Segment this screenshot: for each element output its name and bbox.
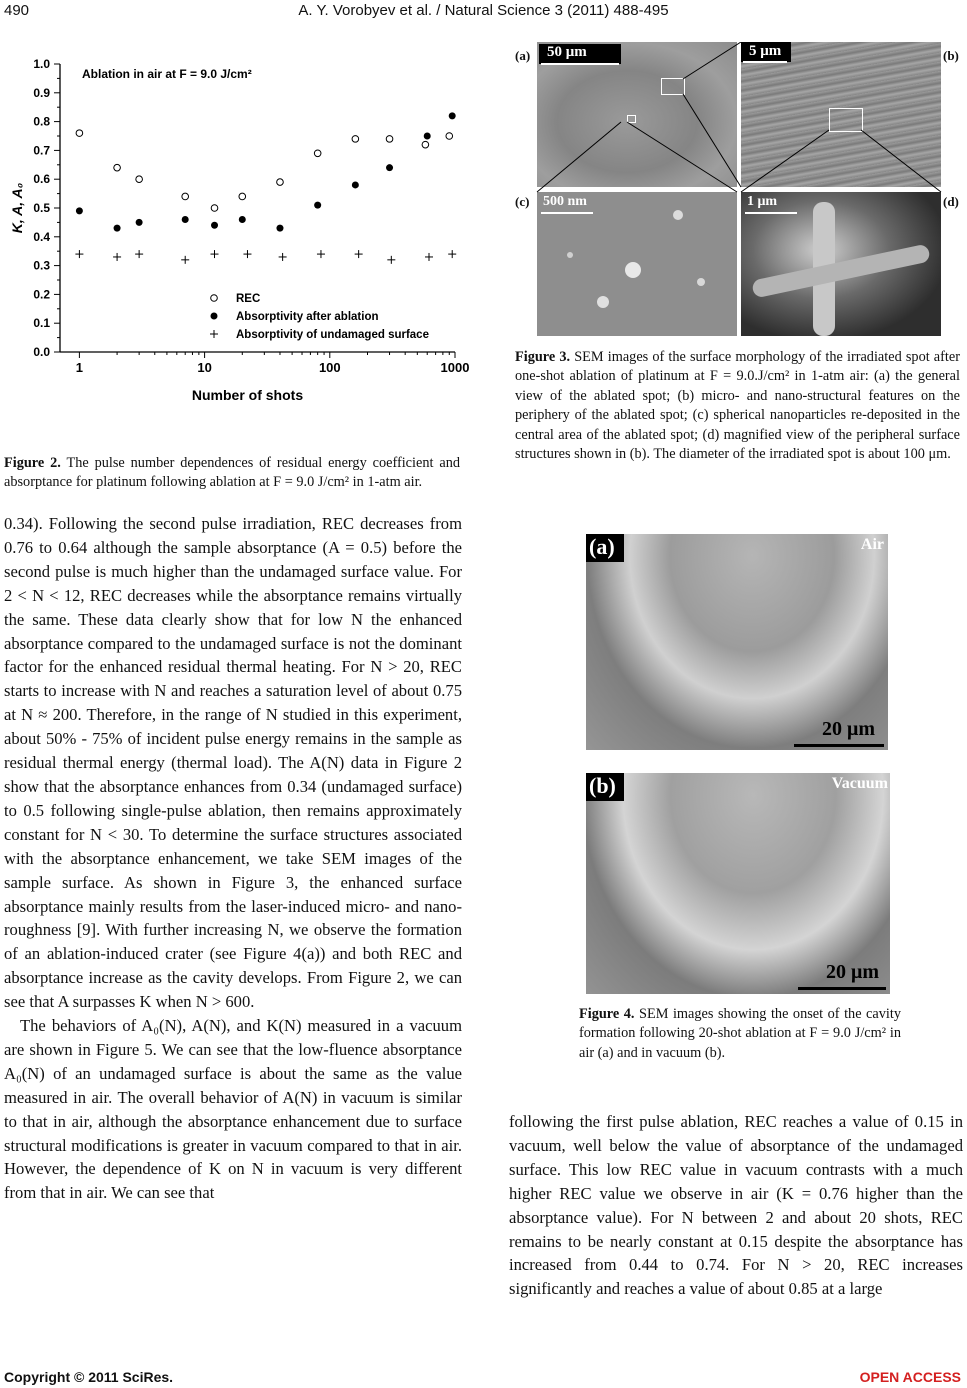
data-point-series-0	[239, 193, 246, 200]
data-point-series-1	[211, 222, 218, 229]
y-tick-label: 0.5	[33, 201, 50, 215]
figure-4-label: Figure 4.	[579, 1006, 635, 1022]
footer-open-access: OPEN ACCESS	[859, 1369, 961, 1385]
running-title: A. Y. Vorobyev et al. / Natural Science 3 (2011) 488-495	[298, 2, 669, 19]
left-column-text	[4, 512, 462, 1205]
data-point-series-0	[76, 130, 83, 137]
y-tick-label: 1.0	[33, 57, 50, 71]
footer-copyright: Copyright © 2011 SciRes.	[4, 1369, 174, 1385]
fig4b-scale: 20 μm	[826, 961, 879, 983]
x-tick-label: 10	[197, 360, 212, 375]
chart-annotation: Ablation in air at F = 9.0 J/cm²	[82, 67, 252, 81]
right-paragraph-1: following the first pulse ablation, REC reaches a value of 0.15 in vacuum, well below the value of absorptance of the undamaged surface. This low REC value in vacuum contrasts with a much higher REC value we observe in air (K = 0.76 higher than the absorptance value). For N between 2 and about 20 shots, REC remains to be nearly constant at 0.15 despite the absorptance has increased from 0.44 to 0.74. For N > 20, REC increases significantly and reaches a value of about 0.85 at a large	[509, 1112, 963, 1299]
data-point-series-0	[446, 133, 453, 140]
scale-bar-c: 500 nm	[543, 194, 587, 209]
figure-3-caption-text: SEM images of the surface morphology of the irradiated spot after one-shot ablation of platinum at F = 9.0.J/cm² in 1-atm air: (a) the general view of the ablated spot; (b) micro- and nano-structural features on the periphery of the ablated spot; (c) spherical nanoparticles re-deposited in the central area of the ablated spot; (d) magnified view of the peripheral surface structures shown in (b). The diameter of the irradiated spot is about 100 μm.	[515, 349, 960, 463]
fig3-label-d: (d)	[943, 194, 959, 209]
data-point-series-0	[136, 176, 143, 183]
x-axis-label: Number of shots	[191, 387, 304, 403]
data-point-series-0	[422, 141, 429, 148]
legend-marker-0	[211, 295, 218, 302]
data-point-series-0	[211, 205, 218, 212]
fig3-label-a: (a)	[515, 48, 531, 63]
data-point-series-1	[314, 202, 321, 209]
data-point-series-0	[114, 164, 121, 171]
figure-2-caption-text: The pulse number dependences of residual energy coefficient and absorptance for platinum following ablation at F = 9.0 J/cm² in 1-atm air.	[4, 455, 460, 491]
data-point-series-0	[314, 150, 321, 157]
fig3-label-b: (b)	[943, 48, 959, 63]
y-tick-label: 0.6	[33, 172, 50, 187]
data-point-series-1	[76, 207, 83, 214]
data-point-series-1	[386, 164, 393, 171]
figure-3-caption	[515, 348, 960, 464]
figure-2-label: Figure 2.	[4, 455, 61, 471]
scale-bar-a: 50 μm	[547, 44, 587, 60]
data-point-series-0	[182, 193, 189, 200]
data-point-series-1	[449, 112, 456, 119]
y-tick-label: 0.4	[33, 229, 50, 244]
y-tick-label: 0.3	[33, 258, 50, 273]
y-axis-label: K, A, A₀	[9, 182, 25, 234]
fig4a-scale: 20 μm	[822, 718, 875, 740]
fig4a-env: Air	[860, 536, 884, 553]
data-point-series-1	[136, 219, 143, 226]
right-column-text	[509, 1110, 963, 1301]
data-point-series-1	[276, 225, 283, 232]
fig4b-label: (b)	[589, 773, 616, 798]
running-header	[0, 2, 967, 24]
figure-4-caption-text: SEM images showing the onset of the cavity formation following 20-shot ablation at F = 9.0 J/cm² in air (a) and in vacuum (b).	[579, 1006, 901, 1061]
y-tick-label: 0.0	[33, 345, 50, 359]
left-paragraph-1: 0.34). Following the second pulse irradiation, REC decreases from 0.76 to 0.64 although the sample absorptance (A = 0.5) before the second pulse is much higher than the undamaged surface value. For 2 < N < 12, REC decreases while the absorptance remains virtually the same. These data clearly show that for low N the enhanced absorptance compared to the undamaged surface is not the dominant factor for the enhanced residual thermal heating. For N > 20, REC starts to increase with N and reaches a saturation level of about 0.75 at N ≈ 200. Therefore, in the range of N studied in this experiment, about 50% - 75% of incident pulse energy remains in the sample as residual thermal energy (thermal load). The A(N) data in Figure 2 show that the absorptance enhances from 0.34 (undamaged surface) to 0.5 following single-pulse ablation, then remains approximately constant for N < 30. To determine the surface structures associated with the absorptance enhancement, we take SEM images of the sample surface. As shown in Figure 3, the enhanced surface absorptance mainly results from the laser-induced micro- and nano-roughness [9]. With further increasing N, we observe the formation of an ablation-induced crater (see Figure 4(a)) and both REC and absorptance increase as the cavity develops. From Figure 2, we can see that A surpasses K when N > 600.	[4, 514, 462, 1012]
data-point-series-0	[386, 136, 393, 143]
figure-4-caption	[579, 1005, 901, 1063]
scale-bar-b: 5 μm	[749, 43, 782, 59]
data-point-series-1	[114, 225, 121, 232]
data-point-series-1	[424, 133, 431, 140]
data-point-series-1	[182, 216, 189, 223]
x-tick-label: 1	[75, 360, 84, 375]
legend-label-0: REC	[236, 293, 261, 305]
left-paragraph-2: The behaviors of A₀(N), A(N), and K(N) measured in a vacuum are shown in Figure 5. We can see that the low-fluence absorptance A₀(N) of an undamaged surface is about the same as the value measured in air. The overall behavior of A(N) in vacuum is similar to that in air, although the absorptance enhancement due to surface structural modifications is greater in vacuum compared to that in air. However, the dependence of K on N in vacuum is very different from that in air. We can see that	[4, 1016, 462, 1203]
page-number: 490	[4, 2, 30, 19]
data-point-series-0	[277, 179, 284, 186]
y-tick-label: 0.2	[33, 287, 50, 302]
y-tick-label: 0.9	[33, 85, 50, 100]
legend-marker-1	[211, 313, 218, 320]
figure-2-chart	[0, 50, 480, 410]
y-tick-label: 0.1	[33, 316, 50, 331]
fig4a-label: (a)	[589, 534, 615, 559]
figure-3-label: Figure 3.	[515, 349, 571, 365]
fig4b-env: Vacuum	[831, 775, 888, 792]
legend-label-1: Absorptivity after ablation	[236, 311, 379, 323]
data-point-series-1	[239, 216, 246, 223]
fig3-zoom-lines	[515, 42, 963, 336]
sem-image-4b	[586, 773, 890, 994]
legend-label-2: Absorptivity of undamaged surface	[236, 329, 429, 341]
x-tick-label: 100	[318, 360, 341, 375]
x-tick-label: 1000	[440, 360, 470, 375]
data-point-series-1	[352, 181, 359, 188]
sem-image-4a	[586, 534, 888, 750]
figure-3	[515, 42, 963, 336]
scale-bar-d: 1 μm	[747, 194, 778, 209]
figure-2-caption	[4, 454, 460, 493]
y-tick-label: 0.8	[33, 114, 50, 129]
data-point-series-0	[352, 136, 359, 143]
y-tick-label: 0.7	[33, 143, 50, 158]
fig3-label-c: (c)	[515, 194, 530, 209]
